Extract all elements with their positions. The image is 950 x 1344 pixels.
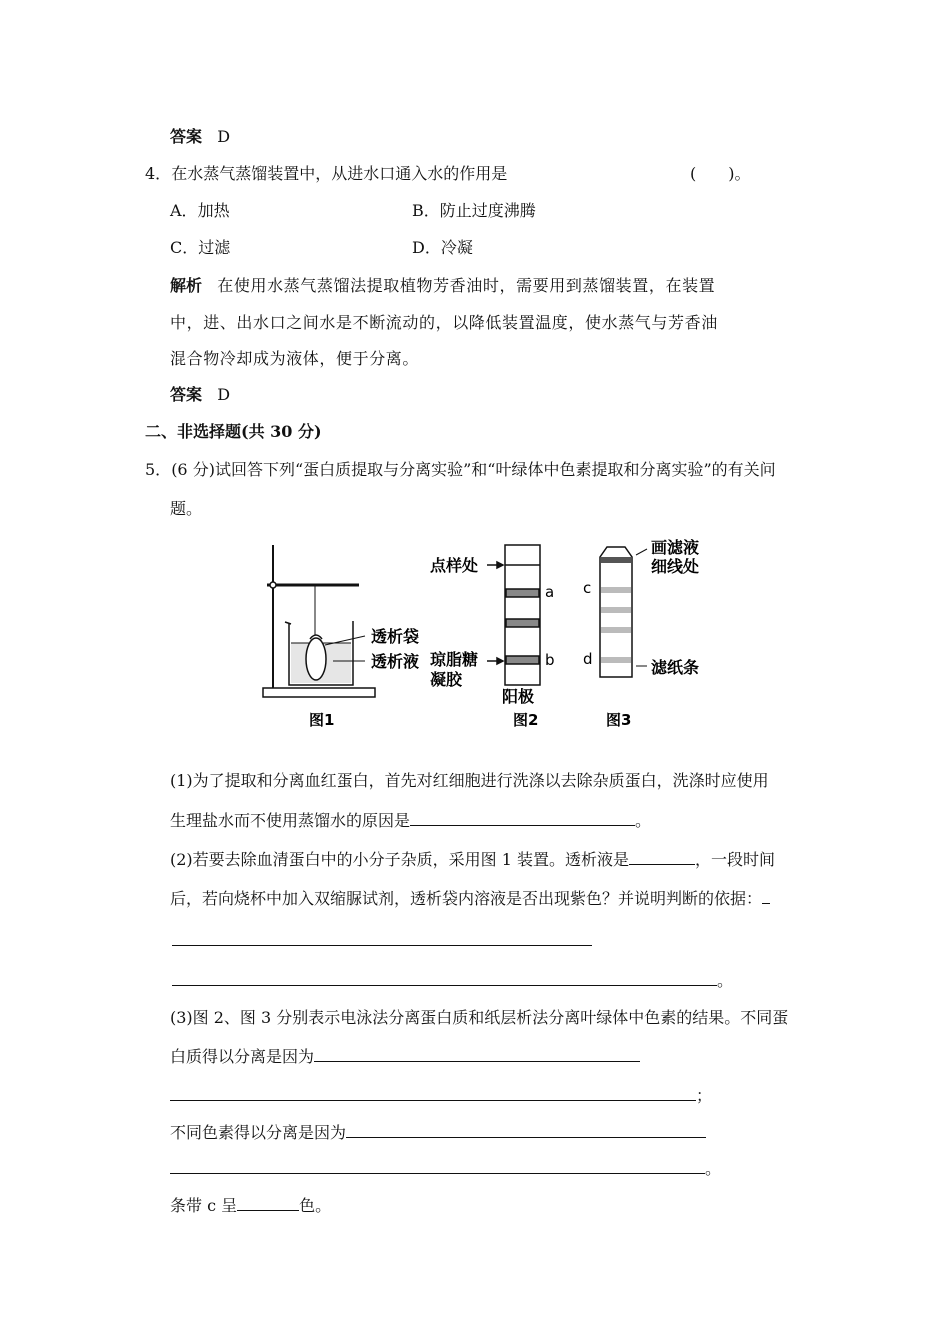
option-label: A． bbox=[170, 201, 198, 220]
option-text: 加热 bbox=[197, 201, 230, 220]
q5-sub3-line-2 bbox=[170, 1046, 640, 1067]
q4-analysis-line-3: 混合物冷却成为液体，便于分离。 bbox=[170, 349, 420, 368]
fig2-caption: 图2 bbox=[513, 711, 539, 729]
answer-blank[interactable] bbox=[762, 888, 770, 904]
option-label: B． bbox=[412, 201, 440, 220]
option-label: C． bbox=[170, 238, 199, 257]
q4-bracket: ( )。 bbox=[690, 164, 751, 183]
answer-blank[interactable] bbox=[237, 1195, 299, 1211]
q3-answer-value: D bbox=[217, 127, 231, 146]
q4-stem bbox=[145, 164, 507, 184]
paper-label: 滤纸条 bbox=[651, 658, 700, 677]
q5-sub1-text: 生理盐水而不使用蒸馏水的原因是 bbox=[170, 811, 411, 830]
q4-answer-label: 答案 bbox=[170, 385, 203, 404]
q4-stem-text: 在水蒸气蒸馏装置中，从进水口通入水的作用是 bbox=[171, 164, 508, 183]
q4-option-a bbox=[170, 201, 230, 221]
line-label-1: 画滤液 bbox=[651, 538, 700, 557]
q5-sub3-text-b: 不同色素得以分离是因为 bbox=[170, 1123, 347, 1142]
q3-answer-label: 答案 bbox=[170, 127, 203, 146]
q4-number: 4． bbox=[145, 164, 172, 183]
q4-option-c bbox=[170, 238, 230, 258]
q5-sub2-line-1 bbox=[170, 849, 775, 870]
option-text: 冷凝 bbox=[440, 238, 473, 257]
q5-sub3-line-1: (3)图 2、图 3 分别表示电泳法分离蛋白质和纸层析法分离叶绿体中色素的结果。不同蛋 bbox=[170, 1008, 789, 1027]
q5-stem-line-1 bbox=[145, 460, 776, 480]
band-b: b bbox=[545, 651, 555, 669]
q5-sub3-text-c: 条带 c 呈 bbox=[170, 1196, 238, 1215]
figure-3-paper-chromatography bbox=[600, 547, 647, 677]
bag-label: 透析袋 bbox=[371, 627, 420, 646]
q4-option-d bbox=[412, 238, 473, 258]
figure-1-dialysis-apparatus bbox=[263, 545, 375, 697]
q4-answer-value: D bbox=[217, 385, 231, 404]
option-label: D． bbox=[412, 238, 441, 257]
band-d: d bbox=[583, 650, 593, 668]
band-a: a bbox=[545, 583, 555, 601]
q4-analysis-line-2: 中，进、出水口之间水是不断流动的，以降低装置温度，使水蒸气与芳香油 bbox=[170, 313, 718, 332]
answer-blank-line[interactable] bbox=[172, 930, 592, 946]
answer-blank[interactable] bbox=[172, 970, 717, 986]
fig3-caption: 图3 bbox=[606, 711, 632, 729]
q5-sub2-text-c: 后，若向烧杯中加入双缩脲试剂，透析袋内溶液是否出现紫色？并说明判断的依据： bbox=[170, 889, 763, 908]
q5-sub3-text-a: 白质得以分离是因为 bbox=[170, 1047, 315, 1066]
q5-stem-text: (6 分)试回答下列“蛋白质提取与分离实验”和“叶绿体中色素提取和分离实验”的有关问 bbox=[171, 460, 776, 479]
experiment-figure bbox=[255, 535, 725, 735]
gel-label-1: 琼脂糖 bbox=[430, 650, 479, 669]
spot-label: 点样处 bbox=[430, 556, 479, 575]
q5-sub2-period: 。 bbox=[717, 971, 734, 990]
q5-sub3-line-4 bbox=[170, 1122, 706, 1143]
option-text: 过滤 bbox=[198, 238, 231, 257]
option-text: 防止过度沸腾 bbox=[439, 201, 536, 220]
anode-label: 阳极 bbox=[502, 687, 535, 706]
q5-sub3-semicolon: ； bbox=[696, 1086, 713, 1105]
q5-number: 5． bbox=[145, 460, 172, 479]
answer-blank[interactable] bbox=[170, 1085, 696, 1101]
q4-option-b bbox=[412, 201, 536, 221]
answer-blank[interactable] bbox=[410, 810, 635, 826]
figure-2-electrophoresis-gel bbox=[487, 545, 540, 685]
q5-sub2-line-2 bbox=[170, 888, 770, 909]
q5-sub2-text-b: ，一段时间 bbox=[695, 850, 776, 869]
band-c: c bbox=[583, 579, 592, 597]
q5-sub3-text-d: 色。 bbox=[299, 1196, 332, 1215]
q4-analysis-label: 解析 bbox=[170, 276, 203, 295]
q5-sub2-line-4 bbox=[172, 970, 733, 991]
q5-sub3-line-3 bbox=[170, 1085, 712, 1106]
answer-blank[interactable] bbox=[170, 1158, 705, 1174]
q5-sub3-line-6 bbox=[170, 1195, 331, 1216]
answer-blank[interactable] bbox=[629, 849, 695, 865]
q4-answer bbox=[170, 385, 230, 405]
q4-analysis-line-1 bbox=[170, 276, 715, 296]
gel-label-2: 凝胶 bbox=[430, 670, 463, 689]
section-title: 二、非选择题(共 30 分) bbox=[145, 422, 322, 441]
q5-sub3-period: 。 bbox=[705, 1159, 722, 1178]
q5-stem-line-2: 题。 bbox=[170, 499, 203, 518]
q5-sub1-line-2 bbox=[170, 810, 651, 831]
liquid-label: 透析液 bbox=[371, 652, 420, 671]
answer-blank[interactable] bbox=[314, 1046, 640, 1062]
q5-sub2-text-a: (2)若要去除血清蛋白中的小分子杂质，采用图 1 装置。透析液是 bbox=[170, 850, 630, 869]
q5-sub3-line-5 bbox=[170, 1158, 721, 1179]
q5-sub1-line-1: (1)为了提取和分离血红蛋白，首先对红细胞进行洗涤以去除杂质蛋白，洗涤时应使用 bbox=[170, 771, 769, 790]
q3-answer bbox=[170, 127, 230, 147]
q4-analysis-text: 在使用水蒸气蒸馏法提取植物芳香油时，需要用到蒸馏装置，在装置 bbox=[217, 276, 716, 295]
fig1-caption: 图1 bbox=[309, 711, 335, 729]
answer-blank[interactable] bbox=[346, 1122, 706, 1138]
line-label-2: 细线处 bbox=[651, 557, 700, 576]
q5-sub1-period: 。 bbox=[635, 811, 652, 830]
